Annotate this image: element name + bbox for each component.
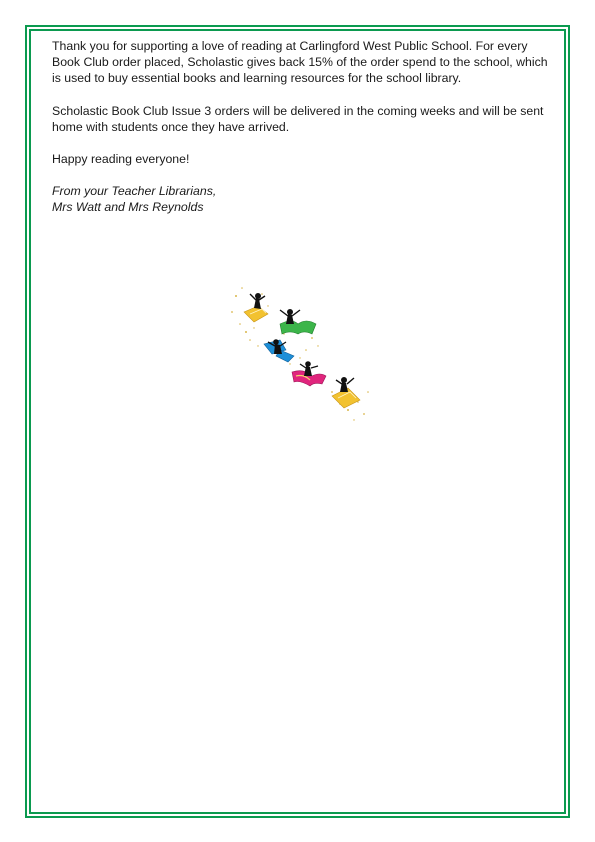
signoff-line-1: From your Teacher Librarians, [52, 184, 217, 199]
book-yellow-2 [332, 377, 360, 408]
book-yellow-1 [244, 293, 268, 322]
signoff-line-2: Mrs Watt and Mrs Reynolds [52, 200, 204, 215]
paragraph-happy-reading: Happy reading everyone! [52, 152, 190, 167]
book-green [280, 309, 316, 334]
book-pink [292, 361, 326, 386]
flying-books-icon [228, 284, 373, 424]
paragraph-thanks: Thank you for supporting a love of reading at Carlingford West Public School. For every Book Club order placed, Scholastic gives back 15% of the order spend to the school, which is used to buy essential books and learning resources for the school library. [52, 39, 548, 86]
letter-body [52, 38, 552, 216]
book-blue [264, 339, 294, 362]
paragraph-delivery: Scholastic Book Club Issue 3 orders will be delivered in the coming weeks and will be sent home with students once they have arrived. [52, 103, 544, 134]
